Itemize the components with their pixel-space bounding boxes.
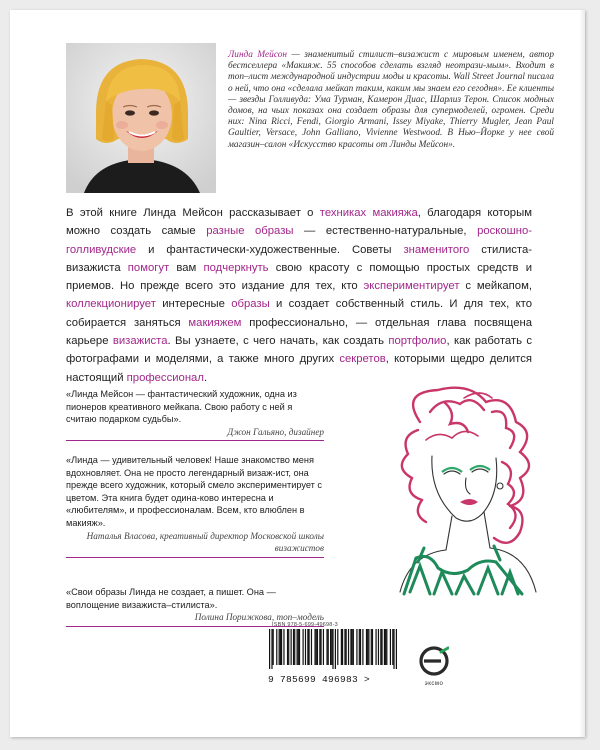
highlighted-term: подчеркнуть xyxy=(203,261,269,274)
barcode-bar xyxy=(269,629,270,669)
barcode-bar xyxy=(276,629,277,665)
barcode-bar xyxy=(287,629,288,665)
highlighted-term: роскошно-голливудские xyxy=(66,225,532,256)
barcode-bar xyxy=(380,629,381,665)
eksmo-logo-icon xyxy=(419,646,449,676)
description-text: . Вы узнаете, с чего начать, как создать xyxy=(167,335,389,348)
barcode-bar xyxy=(368,629,369,665)
barcode-bar xyxy=(342,629,343,665)
highlighted-term: профессионал xyxy=(126,371,204,384)
highlighted-term: портфолио xyxy=(388,335,447,348)
barcode-bar xyxy=(316,629,317,665)
highlighted-term: экспериментирует xyxy=(363,280,460,293)
description-text: и фантастически-художественные. Советы xyxy=(136,243,404,256)
publisher-logo xyxy=(416,646,452,690)
description-text: , благодаря которым можно создать самые xyxy=(66,207,532,238)
barcode-bar xyxy=(279,629,280,665)
barcode-bar xyxy=(356,629,357,665)
description-text: свою красоту с помощью простых средств и приемов. Но прежде всего это издание для тех, кто xyxy=(66,261,533,293)
barcode-bar xyxy=(393,629,394,669)
highlighted-term: знаменитого xyxy=(403,243,470,256)
barcode xyxy=(268,629,398,669)
barcode-bar xyxy=(330,629,331,665)
highlighted-term: макияжем xyxy=(188,316,242,329)
barcode-bar xyxy=(271,629,272,669)
barcode-bar xyxy=(367,629,368,665)
barcode-bar xyxy=(385,629,386,665)
barcode-bar xyxy=(337,629,338,665)
book-description xyxy=(66,204,532,387)
quote-text: «Свои образы Линда не создает, а пишет. Она — воплощение визажиста–стилиста». xyxy=(66,587,276,610)
barcode-bar xyxy=(311,629,312,665)
barcode-bar xyxy=(396,629,397,669)
barcode-bar xyxy=(352,629,353,665)
quote-porizkova xyxy=(66,586,324,627)
barcode-bar xyxy=(319,629,320,665)
barcode-bar xyxy=(348,629,349,665)
barcode-bar xyxy=(305,629,306,665)
barcode-bar xyxy=(291,629,292,665)
barcode-bar xyxy=(323,629,324,665)
barcode-bar xyxy=(366,629,367,665)
quote-author: Джон Гальяно, дизайнер xyxy=(227,426,324,437)
quote-vlasova xyxy=(66,454,324,558)
highlighted-term: образы xyxy=(231,298,270,311)
author-bio xyxy=(228,50,554,151)
description-text: вам xyxy=(169,261,204,274)
barcode-bar xyxy=(331,629,332,665)
description-text: профессионально, — отдельная глава посвящена карьере xyxy=(66,316,532,348)
author-photo xyxy=(66,43,216,193)
barcode-bar xyxy=(280,629,281,665)
highlighted-term: коллекционирует xyxy=(66,298,156,311)
highlighted-term: помогут xyxy=(127,261,170,274)
barcode-bar xyxy=(283,629,284,665)
description-text: , как работать с фотографами и моделями, а также много других xyxy=(66,335,532,366)
description-text: интересные xyxy=(155,298,232,311)
description-text: . xyxy=(203,371,208,384)
description-text: , которыми щедро делится настоящий xyxy=(66,353,532,384)
barcode-bar xyxy=(308,629,309,665)
barcode-bar xyxy=(288,629,289,665)
barcode-bar xyxy=(341,629,342,665)
barcode-bar xyxy=(328,629,329,665)
highlighted-term: визажиста xyxy=(112,335,168,348)
barcode-block xyxy=(268,622,402,684)
barcode-bar xyxy=(344,629,345,665)
description-text: В этой книге Линда Мейсон рассказывает о xyxy=(66,207,320,219)
barcode-bar xyxy=(360,629,361,665)
barcode-bar xyxy=(392,629,393,665)
highlighted-term: секретов xyxy=(339,353,386,366)
quote-text: «Линда Мейсон — фантастический художник, одна из пионеров креативного мейкапа. Свою работу с ней я считаю подарком судьбы». xyxy=(66,389,297,425)
author-bio-text: — знаменитый стилист–визажист с мировым именем, автор бестселлера «Макияж. 55 способов сделать взгляд неотрази-мым». Входит в топ–лист международной индустрии моды и красоты. Wall Street Journal писала о ней, что она «сделала мейкап таким, каким мы знаем его сегодня». Ее клиенты — звезды Голливуда: Ума Турман, Камерон Диас, Шарлиз Терон. Список модных домов, на чьих показах она создает образы для супермоделей, огромен. Среди них: Nina Ricci, Fendi, Giorgio Armani, Issey Miyake, Thierry Mugler, Jean Paul Gaultier, Versace, John Galliano, Vivienne Westwood. В Нью–Йорке у нее свой магазин–салон «Искусство красоты от Линды Мейсон». xyxy=(228,50,554,150)
quote-divider xyxy=(66,557,324,558)
barcode-bar xyxy=(307,629,308,665)
barcode-bar xyxy=(353,629,354,665)
barcode-bar xyxy=(293,629,294,665)
quote-author: Наталья Власова, креативный директор Московской школы визажистов xyxy=(86,530,324,554)
barcode-bar xyxy=(362,629,363,665)
description-text: и создает собственный стиль. И для тех, кто собирается заняться xyxy=(66,298,532,329)
barcode-bar xyxy=(303,629,304,665)
barcode-bar xyxy=(384,629,385,665)
fashion-sketch-illustration xyxy=(360,382,565,600)
barcode-bar xyxy=(294,629,295,665)
barcode-bar xyxy=(346,629,347,665)
barcode-bar xyxy=(378,629,379,665)
barcode-bar xyxy=(297,629,298,665)
barcode-bar xyxy=(273,629,274,665)
publisher-name: эксмо xyxy=(424,681,444,687)
barcode-bar xyxy=(326,629,327,665)
barcode-bar xyxy=(381,629,382,665)
description-text: — естественно-натуральные, xyxy=(293,225,478,238)
quote-divider xyxy=(66,440,324,441)
highlighted-term: разные образы xyxy=(206,225,294,238)
barcode-bar xyxy=(299,629,300,665)
barcode-digits: 9 785699 496983 > xyxy=(268,674,371,685)
book-back-cover xyxy=(10,10,585,737)
barcode-bar xyxy=(317,629,318,665)
quote-author: Полина Порижкова, топ–модель xyxy=(194,612,324,623)
description-text: стилиста-визажиста xyxy=(66,243,532,274)
barcode-bar xyxy=(390,629,391,665)
highlighted-term: техниках макияжа xyxy=(319,207,418,219)
barcode-bar xyxy=(371,629,372,665)
barcode-bar xyxy=(372,629,373,665)
author-name: Линда Мейсон xyxy=(228,50,287,60)
barcode-bar xyxy=(350,629,351,665)
quote-galliano xyxy=(66,388,324,441)
isbn-label: ISBN 978-5-699-49698-3 xyxy=(272,622,338,628)
barcode-bar xyxy=(359,629,360,665)
barcode-bar xyxy=(375,629,376,665)
quote-text: «Линда — удивительный человек! Наше знакомство меня вдохновляет. Она не просто легендарный визаж-ист, она прежде всего художник, который смело экспериментирует с цветом. Эта книга будет одина-ково интересна и «любителям», и профессионалам. Всем, кто влюблен в макияж». xyxy=(66,455,322,528)
barcode-bar xyxy=(332,629,333,669)
barcode-bar xyxy=(335,629,336,669)
barcode-bar xyxy=(281,629,282,665)
barcode-bar xyxy=(298,629,299,665)
barcode-bar xyxy=(386,629,387,665)
description-text: с мейкапом, xyxy=(459,280,532,293)
barcode-bar xyxy=(320,629,321,665)
barcode-bar xyxy=(314,629,315,665)
